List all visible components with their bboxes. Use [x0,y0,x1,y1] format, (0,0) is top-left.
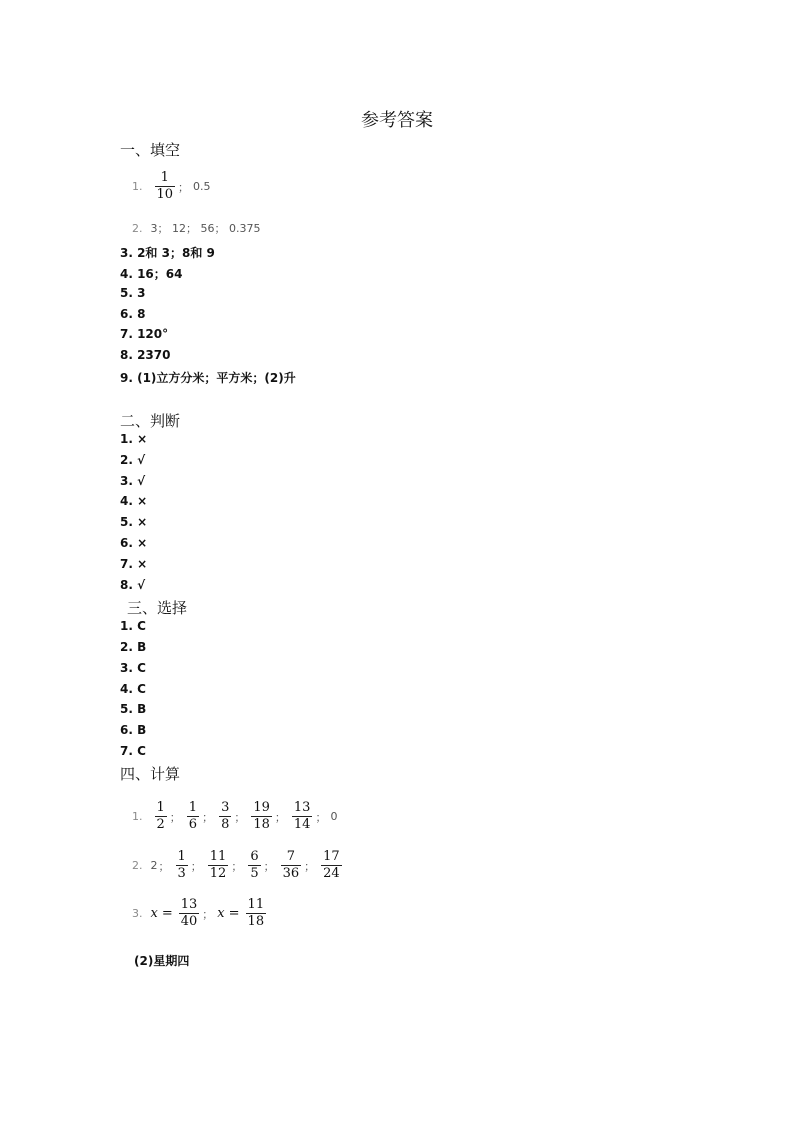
answer-line: 5. × [120,515,148,529]
answer-line: 7. × [120,557,148,571]
separator: ； [315,810,327,824]
fraction: $\frac{11}{12}$ [209,849,227,881]
fraction: $\frac{1}{6}$ [188,800,198,832]
answer-text: 2 [150,859,158,872]
answer-line: 3. 2和 3；8和 9 [120,246,215,260]
separator: ； [231,859,243,873]
answer-line: (2)星期四 [134,954,190,968]
separator: ； [178,180,190,194]
question-number: 1. [132,810,143,823]
fraction: $\frac{6}{5}$ [250,849,259,881]
separator: ； [190,859,202,873]
section-heading-choose: 三、选择 [127,599,188,617]
calc-q1 [132,800,337,833]
fraction: $\frac{11}{18}$ [247,897,265,929]
equals-sign: = [161,906,173,921]
question-number: 3. [132,907,143,920]
answer-line: 3. √ [120,474,146,488]
equals-sign: = [228,906,240,921]
fill-q1 [132,170,211,203]
answer-line: 3. C [120,661,146,675]
separator: ； [202,907,214,921]
answer-line: 4. C [120,682,146,696]
calc-q3 [132,897,268,930]
answer-line: 7. C [120,744,146,758]
answer-text: 0 [330,810,338,823]
fraction [155,170,176,203]
answer-line: 8. 2370 [120,348,171,362]
separator: ； [304,859,316,873]
separator: ； [274,810,286,824]
question-number: 1. [132,180,143,193]
separator: ； [202,810,214,824]
fraction: $\frac{13}{40}$ [180,897,198,929]
answer-line: 1. C [120,619,146,633]
answer-line: 4. × [120,494,148,508]
separator: ； [263,859,275,873]
separator: ； [169,810,181,824]
variable: x [217,906,225,921]
answer-line: 2. B [120,640,147,654]
section-heading-judge: 二、判断 [120,412,181,430]
answer-line: 6. 8 [120,307,146,321]
separator: ； [158,859,170,873]
answer-line: 7. 120° [120,327,169,341]
answer-line: 1. × [120,432,148,446]
fraction: $\frac{19}{18}$ [253,800,270,832]
variable: x [150,906,158,921]
question-number: 2. [132,859,143,872]
answer-line: 4. 16；64 [120,267,183,281]
fraction: $\frac{1}{2}$ [156,800,165,832]
section-heading-calc: 四、计算 [120,765,181,783]
fraction: $\frac{3}{8}$ [221,800,230,832]
fraction: $\frac{7}{36}$ [282,849,300,881]
calc-q2 [132,849,344,882]
answer-line: 5. B [120,702,147,716]
question-number: 2. [132,221,143,235]
answer-line: 8. √ [120,578,146,592]
separator: ； [234,810,246,824]
answer-line: 6. B [120,723,147,737]
page-title: 参考答案 [361,110,433,131]
fill-q2 [132,220,260,236]
answer-line: 2. √ [120,453,146,467]
fraction: $\frac{17}{24}$ [323,849,340,881]
answer-line: 5. 3 [120,286,146,300]
denominator: 10 [156,187,174,202]
answer-text: 3； 12； 56； 0.375 [150,222,261,235]
fraction: $\frac{13}{14}$ [293,800,311,832]
answer-text: 0.5 [193,180,211,193]
answer-line: 9. (1)立方分米；平方米；(2)升 [120,371,296,385]
answer-line: 6. × [120,536,148,550]
numerator: 1 [160,170,169,185]
section-heading-fill: 一、填空 [120,141,181,159]
fraction: $\frac{1}{3}$ [177,849,186,881]
